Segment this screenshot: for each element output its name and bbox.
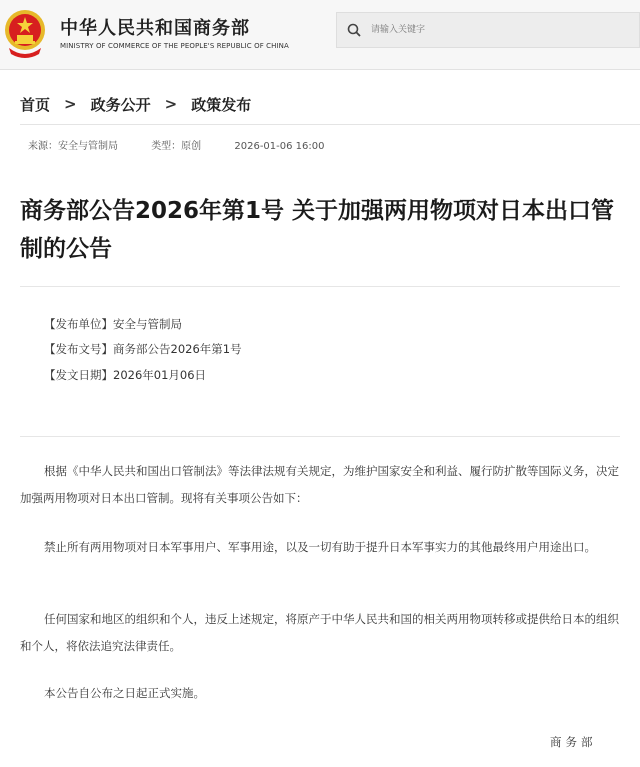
divider <box>20 124 640 125</box>
article-paragraph: 禁止所有两用物项对日本军事用户、军事用途，以及一切有助于提升日本军事实力的其他最终用户用途出口。 <box>44 540 596 554</box>
info-document-number: 【发布文号】商务部公告2026年第1号 <box>44 342 242 356</box>
search-input[interactable] <box>371 13 631 47</box>
breadcrumb-policy-release[interactable]: 政策发布 <box>191 95 252 114</box>
breadcrumb-separator: > <box>164 95 178 113</box>
national-emblem-icon[interactable] <box>3 8 47 58</box>
breadcrumb-government-affairs[interactable]: 政务公开 <box>90 95 151 114</box>
breadcrumb-separator: > <box>64 95 77 113</box>
site-name-english: MINISTRY OF COMMERCE OF THE PEOPLE'S REPUBLIC OF CHINA <box>60 42 289 50</box>
article-title: 商务部公告2026年第1号 关于加强两用物项对日本出口管制的公告 <box>20 198 615 262</box>
article-paragraph: 根据《中华人民共和国出口管制法》等法律法规有关规定，为维护国家安全和利益、履行防扩散等国际义务，决定加强两用物项对日本出口管制。现将有关事项公告如下： <box>20 464 619 505</box>
site-name[interactable]: 中华人民共和国商务部 <box>60 18 250 39</box>
meta-source: 来源：安全与管制局 <box>28 141 118 152</box>
divider <box>20 286 620 287</box>
article-paragraph: 任何国家和地区的组织和个人，违反上述规定，将原产于中华人民共和国的相关两用物项转移或提供给日本的组织和个人，将依法追究法律责任。 <box>20 612 619 653</box>
article-paragraph: 本公告自公布之日起正式实施。 <box>44 686 205 700</box>
search-box <box>336 12 640 48</box>
breadcrumb <box>20 94 251 114</box>
site-header <box>0 0 640 70</box>
divider <box>20 436 620 437</box>
meta-type: 类型：原创 <box>151 141 202 152</box>
meta-date: 2026-01-06 16:00 <box>234 141 325 152</box>
info-issue-date: 【发文日期】2026年01月06日 <box>44 368 207 382</box>
article-signature: 商务部 <box>550 735 597 749</box>
breadcrumb-home[interactable]: 首页 <box>20 95 51 114</box>
article-meta <box>28 137 355 152</box>
search-icon[interactable] <box>347 23 361 37</box>
info-issuing-unit: 【发布单位】安全与管制局 <box>44 317 182 331</box>
